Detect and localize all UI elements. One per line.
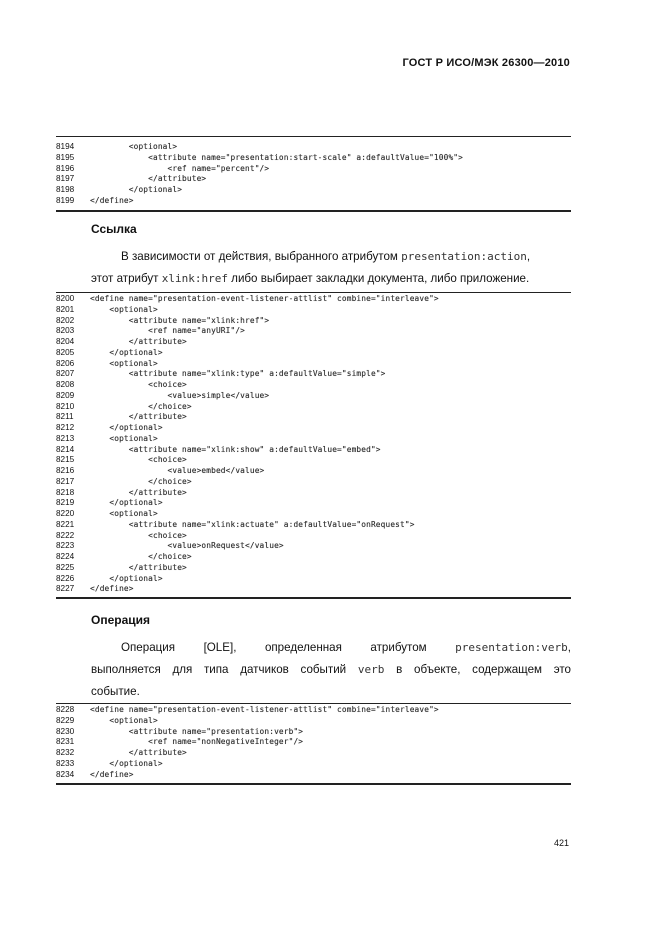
- line-number: 8202: [56, 315, 75, 325]
- paragraph-line: [91, 246, 571, 268]
- line-number: 8234: [56, 769, 75, 779]
- paragraph-link: [91, 246, 571, 290]
- text: этот атрибут: [91, 272, 162, 285]
- code-line: [56, 164, 571, 175]
- code-text: <value>simple</value>: [90, 390, 270, 400]
- code-text: <ref name="nonNegativeInteger"/>: [90, 737, 304, 747]
- code-block-1: [56, 136, 571, 212]
- code-line: [56, 509, 571, 520]
- code-line: [56, 466, 571, 477]
- divider: [56, 136, 571, 137]
- code-text: </choice>: [90, 552, 192, 561]
- code-text: <optional>: [90, 358, 158, 368]
- line-number: 8223: [56, 541, 75, 551]
- code-line: [56, 380, 571, 391]
- code-line: [56, 520, 571, 531]
- code-text: <attribute name="xlink:show" a:defaultValue="embed">: [90, 444, 381, 454]
- code-text: </optional>: [90, 185, 183, 194]
- line-number: 8208: [56, 380, 75, 389]
- code-text: </attribute>: [90, 748, 187, 757]
- code-line: [56, 305, 571, 316]
- line-number: 8231: [56, 737, 75, 747]
- code-text: <attribute name="presentation:verb">: [90, 726, 304, 736]
- paragraph-operation: [91, 637, 571, 703]
- code-line: [56, 174, 571, 185]
- code-text: </optional>: [90, 758, 163, 768]
- line-number: 8218: [56, 487, 75, 497]
- line-number: 8221: [56, 519, 75, 529]
- code-line: [56, 142, 571, 153]
- line-number: 8203: [56, 326, 75, 336]
- code-text: </optional>: [90, 498, 163, 508]
- line-number: 8211: [56, 412, 74, 422]
- line-number: 8199: [56, 195, 75, 205]
- code-line: [56, 326, 571, 337]
- code-text: </define>: [90, 584, 134, 594]
- inline-code: presentation:verb: [455, 641, 568, 654]
- divider: [56, 292, 571, 293]
- code-line: [56, 369, 571, 380]
- text: Операция [OLE], определенная атрибутом: [121, 641, 456, 654]
- section-heading-link: Ссылка: [91, 222, 137, 236]
- code-text: </choice>: [90, 476, 192, 486]
- code-text: <optional>: [90, 509, 158, 518]
- code-line: [56, 294, 571, 305]
- line-number: 8219: [56, 498, 75, 508]
- divider: [56, 783, 571, 785]
- code-text: </define>: [90, 195, 134, 205]
- code-line: [56, 584, 571, 595]
- code-line: [56, 705, 571, 716]
- code-text: <optional>: [90, 433, 158, 443]
- code-text: <choice>: [90, 380, 187, 389]
- line-number: 8195: [56, 152, 75, 162]
- line-number: 8212: [56, 423, 75, 432]
- code-line: [56, 498, 571, 509]
- divider: [56, 703, 571, 704]
- line-number: 8229: [56, 715, 75, 725]
- code-text: <value>onRequest</value>: [90, 541, 284, 551]
- code-line: [56, 716, 571, 727]
- line-number: 8226: [56, 573, 75, 583]
- divider: [56, 210, 571, 212]
- code-line: [56, 563, 571, 574]
- line-number: 8200: [56, 294, 75, 303]
- line-number: 8197: [56, 174, 75, 184]
- code-line: [56, 412, 571, 423]
- code-lines: [56, 294, 571, 595]
- code-line: [56, 531, 571, 542]
- document-header: ГОСТ Р ИСО/МЭК 26300—2010: [402, 57, 570, 69]
- code-text: <choice>: [90, 530, 187, 540]
- paragraph-line: событие.: [91, 685, 140, 698]
- line-number: 8225: [56, 562, 75, 572]
- code-line: [56, 359, 571, 370]
- code-line: [56, 434, 571, 445]
- code-line: [56, 552, 571, 563]
- line-number: 8227: [56, 584, 75, 594]
- code-text: <ref name="percent"/>: [90, 163, 270, 173]
- text: в объекте, содержащем это: [384, 663, 572, 676]
- line-number: 8216: [56, 466, 75, 475]
- code-block-2: [56, 292, 571, 599]
- line-number: 8214: [56, 444, 75, 454]
- code-text: <attribute name="xlink:actuate" a:defaultValue="onRequest">: [90, 519, 415, 529]
- code-text: <optional>: [90, 715, 158, 725]
- code-block-3: [56, 703, 571, 785]
- line-number: 8224: [56, 552, 75, 561]
- code-text: <optional>: [90, 142, 178, 151]
- line-number: 8217: [56, 476, 75, 486]
- code-text: <value>embed</value>: [90, 466, 265, 475]
- code-line: [56, 455, 571, 466]
- section-heading-operation: Операция: [91, 613, 151, 627]
- code-text: </attribute>: [90, 337, 187, 346]
- code-text: <attribute name="xlink:type" a:defaultValue="simple">: [90, 369, 386, 379]
- line-number: 8207: [56, 369, 75, 379]
- divider: [56, 597, 571, 599]
- page-number: 421: [554, 838, 570, 848]
- code-lines: [56, 142, 571, 207]
- text: выполняется для типа датчиков событий: [91, 663, 358, 676]
- code-text: <define name="presentation-event-listener-attlist" combine="interleave">: [90, 294, 439, 303]
- code-line: [56, 445, 571, 456]
- line-number: 8201: [56, 304, 75, 314]
- line-number: 8232: [56, 748, 75, 757]
- code-text: <attribute name="presentation:start-scale" a:defaultValue="100%">: [90, 152, 463, 162]
- code-line: [56, 423, 571, 434]
- line-number: 8204: [56, 337, 75, 346]
- code-line: [56, 759, 571, 770]
- code-text: </optional>: [90, 423, 163, 432]
- inline-code: xlink:href: [161, 272, 228, 285]
- paragraph-line: [91, 637, 571, 659]
- line-number: 8205: [56, 347, 75, 357]
- code-text: </attribute>: [90, 562, 187, 572]
- line-number: 8196: [56, 163, 75, 173]
- line-number: 8230: [56, 726, 75, 736]
- code-text: </optional>: [90, 347, 163, 357]
- line-number: 8210: [56, 401, 75, 411]
- code-text: </attribute>: [90, 174, 207, 184]
- code-text: </attribute>: [90, 412, 187, 422]
- code-line: [56, 770, 571, 781]
- code-text: <ref name="anyURI"/>: [90, 326, 246, 336]
- code-line: [56, 737, 571, 748]
- code-line: [56, 348, 571, 359]
- line-number: 8213: [56, 433, 75, 443]
- line-number: 8198: [56, 185, 75, 194]
- code-text: <optional>: [90, 304, 158, 314]
- code-line: [56, 185, 571, 196]
- code-line: [56, 748, 571, 759]
- paragraph-line: [91, 659, 571, 681]
- code-text: </optional>: [90, 573, 163, 583]
- code-line: [56, 153, 571, 164]
- line-number: 8206: [56, 358, 75, 368]
- line-number: 8220: [56, 509, 75, 518]
- code-text: <choice>: [90, 455, 187, 465]
- code-line: [56, 337, 571, 348]
- line-number: 8233: [56, 758, 75, 768]
- line-number: 8194: [56, 142, 75, 151]
- inline-code: presentation:action: [401, 250, 527, 263]
- code-line: [56, 727, 571, 738]
- code-line: [56, 488, 571, 499]
- code-line: [56, 391, 571, 402]
- text: ,: [567, 641, 571, 654]
- line-number: 8209: [56, 390, 75, 400]
- line-number: 8222: [56, 530, 75, 540]
- paragraph-line: [91, 268, 571, 290]
- code-line: [56, 402, 571, 413]
- code-text: </define>: [90, 769, 134, 779]
- text: В зависимости от действия, выбранного атрибутом: [121, 250, 402, 263]
- code-text: <define name="presentation-event-listener-attlist" combine="interleave">: [90, 705, 439, 714]
- line-number: 8215: [56, 455, 75, 465]
- code-line: [56, 196, 571, 207]
- code-line: [56, 541, 571, 552]
- inline-code: verb: [357, 663, 385, 676]
- text: ,: [526, 250, 531, 263]
- code-lines: [56, 705, 571, 780]
- line-number: 8228: [56, 705, 75, 714]
- code-line: [56, 477, 571, 488]
- text: либо выбирает закладки документа, либо приложение.: [227, 272, 530, 285]
- code-line: [56, 574, 571, 585]
- code-line: [56, 316, 571, 327]
- code-text: </choice>: [90, 401, 192, 411]
- code-text: </attribute>: [90, 487, 187, 497]
- code-text: <attribute name="xlink:href">: [90, 315, 270, 325]
